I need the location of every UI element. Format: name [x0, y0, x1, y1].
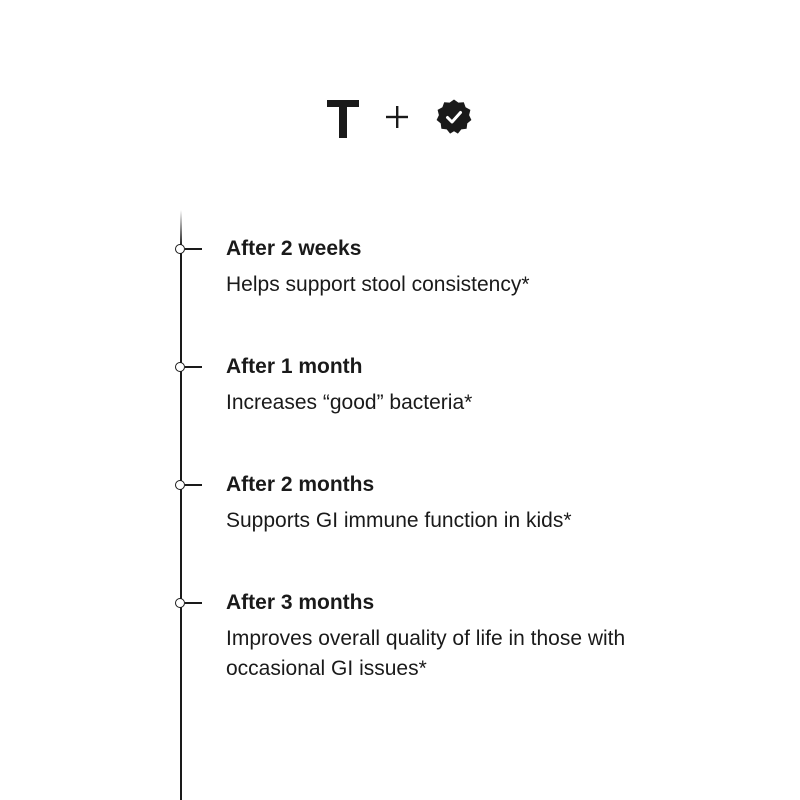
brand-logos [0, 96, 800, 144]
timeline-tick [185, 366, 202, 368]
timeline-node [175, 480, 185, 490]
milestone-description: Increases “good” bacteria* [226, 391, 473, 414]
brand-t-logo-icon [327, 100, 359, 138]
milestone-description: Supports GI immune function in kids* [226, 509, 572, 532]
timeline-tick [185, 602, 202, 604]
milestone-description: Helps support stool consistency* [226, 273, 530, 296]
timeline-tick [185, 248, 202, 250]
timeline-line [180, 210, 182, 800]
milestone-title: After 3 months [226, 591, 375, 614]
verified-badge-icon [435, 98, 473, 136]
timeline-node [175, 362, 185, 372]
milestone-title: After 2 weeks [226, 237, 362, 260]
timeline-node [175, 598, 185, 608]
milestone-description: Improves overall quality of life in those with occasional GI issues* [226, 627, 626, 680]
milestone-title: After 2 months [226, 473, 375, 496]
plus-icon [384, 104, 410, 130]
timeline-node [175, 244, 185, 254]
timeline-tick [185, 484, 202, 486]
milestone-title: After 1 month [226, 355, 363, 378]
